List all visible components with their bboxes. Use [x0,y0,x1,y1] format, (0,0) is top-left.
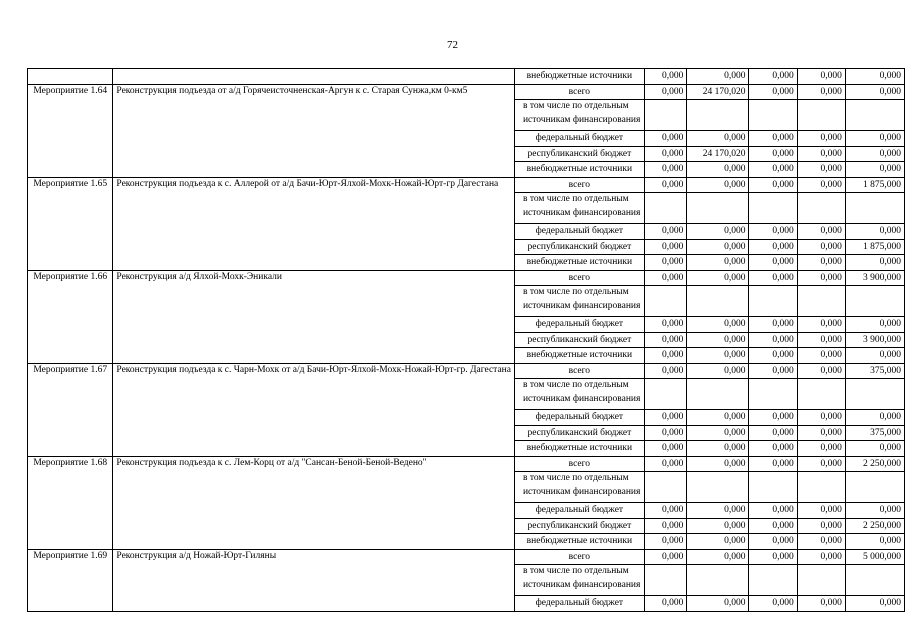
value-cell [687,286,749,317]
value-cell: 0,000 [797,425,845,441]
value-cell [797,565,845,596]
value-cell: 0,000 [749,425,797,441]
value-cell: 0,000 [687,503,749,519]
value-cell [749,286,797,317]
value-cell: 0,000 [687,69,749,85]
value-cell: 0,000 [687,456,749,472]
source-cell: всего [514,270,644,286]
value-cell [644,286,687,317]
value-cell: 0,000 [687,363,749,379]
value-cell: 0,000 [749,270,797,286]
value-cell: 0,000 [644,425,687,441]
value-cell [845,379,904,410]
value-cell: 0,000 [797,239,845,255]
value-cell: 2 250,000 [845,518,904,534]
value-cell: 0,000 [749,410,797,426]
value-cell: 0,000 [687,441,749,457]
table-row [28,363,905,379]
value-cell: 0,000 [644,162,687,178]
value-cell: 0,000 [749,69,797,85]
source-cell: в том числе по отдельным источникам финансирования [514,379,644,410]
value-cell: 1 875,000 [845,177,904,193]
table-row [28,69,905,85]
value-cell: 0,000 [687,131,749,147]
value-cell: 0,000 [797,270,845,286]
value-cell [687,100,749,131]
value-cell: 0,000 [749,363,797,379]
value-cell: 0,000 [797,177,845,193]
value-cell: 0,000 [749,146,797,162]
value-cell: 0,000 [797,255,845,271]
source-cell: всего [514,549,644,565]
source-cell: в том числе по отдельным источникам финансирования [514,100,644,131]
value-cell: 0,000 [644,224,687,240]
value-cell: 2 250,000 [845,456,904,472]
event-code-cell: Мероприятие 1.65 [28,177,113,270]
event-name-cell: Реконструкция подъезда от а/д Горячеисточненская-Аргун к с. Старая Сунжа,км 0-км5 [113,84,515,177]
value-cell: 0,000 [687,224,749,240]
value-cell: 375,000 [845,363,904,379]
value-cell: 0,000 [845,84,904,100]
value-cell [749,193,797,224]
value-cell [644,472,687,503]
value-cell: 0,000 [687,255,749,271]
value-cell: 24 170,020 [687,84,749,100]
value-cell: 0,000 [749,332,797,348]
source-cell: всего [514,177,644,193]
value-cell: 0,000 [687,596,749,612]
source-cell: республиканский бюджет [514,239,644,255]
value-cell: 0,000 [644,441,687,457]
source-cell: республиканский бюджет [514,425,644,441]
value-cell: 0,000 [845,146,904,162]
value-cell: 0,000 [797,146,845,162]
value-cell: 0,000 [797,332,845,348]
table-body [28,69,905,612]
value-cell: 0,000 [845,224,904,240]
value-cell: 0,000 [644,332,687,348]
value-cell: 0,000 [797,162,845,178]
value-cell: 0,000 [687,317,749,333]
value-cell: 0,000 [845,441,904,457]
value-cell: 0,000 [644,84,687,100]
value-cell: 0,000 [749,596,797,612]
value-cell: 0,000 [749,131,797,147]
value-cell: 0,000 [845,596,904,612]
value-cell: 0,000 [644,348,687,364]
value-cell: 5 000,000 [845,549,904,565]
source-cell: в том числе по отдельным источникам финансирования [514,286,644,317]
value-cell: 0,000 [749,518,797,534]
value-cell: 375,000 [845,425,904,441]
value-cell: 0,000 [797,363,845,379]
source-cell: федеральный бюджет [514,224,644,240]
value-cell: 24 170,020 [687,146,749,162]
value-cell [644,565,687,596]
source-cell: республиканский бюджет [514,518,644,534]
source-cell: внебюджетные источники [514,162,644,178]
value-cell [687,565,749,596]
value-cell: 0,000 [797,348,845,364]
value-cell: 0,000 [687,239,749,255]
value-cell: 0,000 [797,69,845,85]
value-cell [797,193,845,224]
value-cell: 0,000 [845,503,904,519]
event-code-cell: Мероприятие 1.66 [28,270,113,363]
value-cell: 0,000 [797,518,845,534]
value-cell [687,193,749,224]
event-code-cell: Мероприятие 1.69 [28,549,113,611]
value-cell: 0,000 [845,410,904,426]
value-cell [797,472,845,503]
value-cell: 0,000 [797,441,845,457]
value-cell [749,379,797,410]
table-row [28,84,905,100]
value-cell [687,472,749,503]
value-cell: 0,000 [687,518,749,534]
event-name-cell: Реконструкция подъезда к с. Аллерой от а/д Бачи-Юрт-Ялхой-Мохк-Ножай-Юрт-гр Дагестана [113,177,515,270]
table-row [28,549,905,565]
source-cell: республиканский бюджет [514,332,644,348]
event-name-cell: Реконструкция а/д Ножай-Юрт-Гиляны [113,549,515,611]
value-cell: 0,000 [749,162,797,178]
value-cell [797,286,845,317]
value-cell: 0,000 [687,162,749,178]
value-cell: 0,000 [644,534,687,550]
value-cell: 3 900,000 [845,270,904,286]
event-code-cell: Мероприятие 1.67 [28,363,113,456]
value-cell: 0,000 [644,177,687,193]
event-name-cell: Реконструкция подъезда к с. Лем-Корц от а/д "Сансан-Беной-Беной-Ведено" [113,456,515,549]
value-cell: 0,000 [644,131,687,147]
source-cell: в том числе по отдельным источникам финансирования [514,472,644,503]
value-cell [797,379,845,410]
value-cell [845,565,904,596]
event-name-cell: Реконструкция подъезда к с. Чарн-Мохк от а/д Бачи-Юрт-Ялхой-Мохк-Ножай-Юрт-гр. Дагестана [113,363,515,456]
value-cell: 0,000 [749,549,797,565]
value-cell: 0,000 [749,177,797,193]
source-cell: республиканский бюджет [514,146,644,162]
event-code-cell: Мероприятие 1.64 [28,84,113,177]
value-cell [845,286,904,317]
value-cell: 0,000 [687,270,749,286]
value-cell: 0,000 [687,534,749,550]
table-row [28,177,905,193]
source-cell: всего [514,84,644,100]
value-cell: 0,000 [644,518,687,534]
event-name-cell [113,69,515,85]
value-cell: 0,000 [845,255,904,271]
source-cell: федеральный бюджет [514,131,644,147]
event-name-cell: Реконструкция а/д Ялхой-Мохк-Эникали [113,270,515,363]
value-cell: 0,000 [845,69,904,85]
source-cell: в том числе по отдельным источникам финансирования [514,193,644,224]
value-cell [644,100,687,131]
value-cell [644,379,687,410]
value-cell: 0,000 [797,596,845,612]
value-cell [797,100,845,131]
source-cell: федеральный бюджет [514,596,644,612]
source-cell: внебюджетные источники [514,69,644,85]
value-cell: 0,000 [797,503,845,519]
value-cell: 0,000 [797,456,845,472]
value-cell [845,100,904,131]
source-cell: всего [514,456,644,472]
value-cell: 0,000 [749,317,797,333]
value-cell: 0,000 [749,534,797,550]
source-cell: федеральный бюджет [514,503,644,519]
value-cell: 0,000 [644,317,687,333]
value-cell [845,472,904,503]
table-row [28,270,905,286]
value-cell [749,100,797,131]
value-cell: 0,000 [644,255,687,271]
financing-table [27,68,905,612]
source-cell: всего [514,363,644,379]
value-cell [845,193,904,224]
value-cell: 0,000 [644,363,687,379]
value-cell: 0,000 [845,534,904,550]
value-cell: 0,000 [644,270,687,286]
value-cell: 0,000 [687,549,749,565]
value-cell: 0,000 [797,549,845,565]
value-cell: 0,000 [687,348,749,364]
value-cell: 3 900,000 [845,332,904,348]
value-cell: 0,000 [749,503,797,519]
page-number: 72 [447,39,458,51]
value-cell: 0,000 [644,146,687,162]
value-cell: 0,000 [644,503,687,519]
value-cell: 0,000 [845,162,904,178]
value-cell [644,193,687,224]
value-cell: 0,000 [749,441,797,457]
value-cell: 0,000 [749,255,797,271]
source-cell: федеральный бюджет [514,317,644,333]
source-cell: внебюджетные источники [514,348,644,364]
value-cell: 0,000 [687,332,749,348]
value-cell: 0,000 [797,131,845,147]
event-code-cell [28,69,113,85]
value-cell: 0,000 [687,177,749,193]
value-cell: 0,000 [749,224,797,240]
source-cell: внебюджетные источники [514,534,644,550]
value-cell: 0,000 [797,317,845,333]
value-cell [687,379,749,410]
value-cell: 0,000 [797,534,845,550]
value-cell: 0,000 [845,348,904,364]
value-cell: 0,000 [644,410,687,426]
value-cell: 0,000 [644,239,687,255]
value-cell: 0,000 [749,348,797,364]
value-cell: 0,000 [644,596,687,612]
value-cell: 1 875,000 [845,239,904,255]
source-cell: внебюджетные источники [514,255,644,271]
value-cell: 0,000 [749,239,797,255]
value-cell: 0,000 [644,456,687,472]
value-cell: 0,000 [644,549,687,565]
value-cell: 0,000 [749,84,797,100]
value-cell: 0,000 [644,69,687,85]
value-cell: 0,000 [797,410,845,426]
source-cell: федеральный бюджет [514,410,644,426]
value-cell: 0,000 [687,410,749,426]
value-cell [749,565,797,596]
value-cell: 0,000 [797,224,845,240]
value-cell: 0,000 [797,84,845,100]
source-cell: внебюджетные источники [514,441,644,457]
value-cell: 0,000 [749,456,797,472]
value-cell [749,472,797,503]
table-row [28,456,905,472]
event-code-cell: Мероприятие 1.68 [28,456,113,549]
value-cell: 0,000 [845,131,904,147]
value-cell: 0,000 [845,317,904,333]
source-cell: в том числе по отдельным источникам финансирования [514,565,644,596]
value-cell: 0,000 [687,425,749,441]
